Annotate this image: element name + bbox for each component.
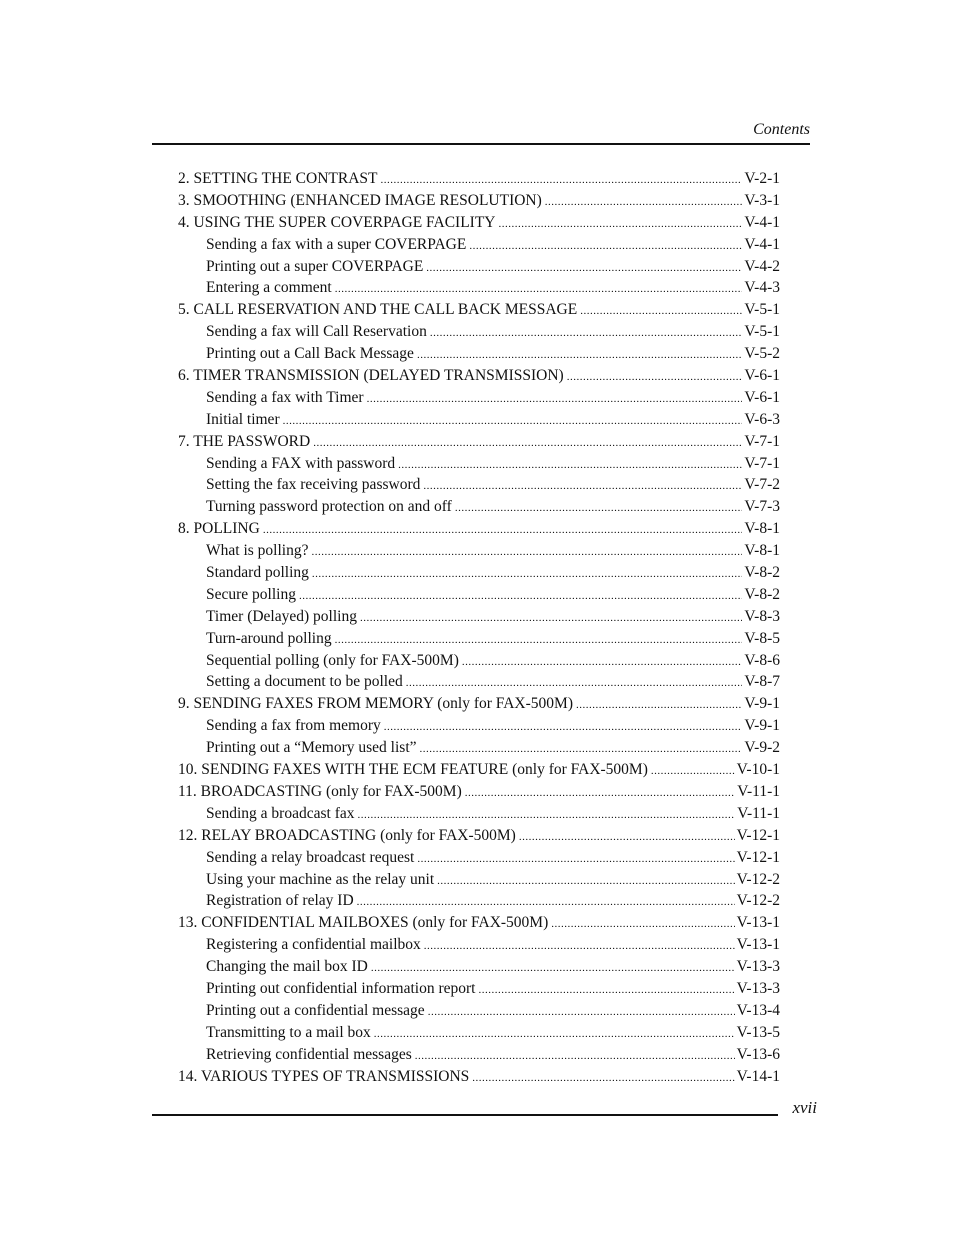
- toc-dot-leader: [371, 958, 735, 980]
- toc-entry-label: Registration of relay ID: [206, 892, 354, 910]
- toc-section-entry: [178, 431, 780, 453]
- toc-subsection-entry: [178, 715, 780, 737]
- toc-subsection-entry: [178, 409, 780, 431]
- toc-dot-leader: [311, 542, 742, 564]
- toc-entry-page: V-13-5: [736, 1023, 780, 1041]
- toc-entry-label: Setting the fax receiving password: [206, 476, 421, 494]
- toc-dot-leader: [580, 301, 742, 323]
- toc-entry-label: 2. SETTING THE CONTRAST: [178, 170, 378, 187]
- toc-dot-leader: [420, 739, 743, 761]
- toc-dot-leader: [499, 214, 743, 236]
- toc-entry-page: V-9-1: [744, 695, 780, 713]
- toc-entry-page: V-12-2: [736, 892, 780, 910]
- toc-dot-leader: [437, 871, 735, 893]
- toc-section-entry: [178, 168, 780, 190]
- toc-section-entry: [178, 693, 780, 715]
- toc-section-entry: [178, 759, 780, 781]
- toc-subsection-entry: [178, 496, 780, 518]
- toc-entry-page: V-4-3: [744, 279, 780, 297]
- toc-entry-page: V-4-1: [744, 213, 780, 231]
- toc-subsection-entry: [178, 321, 780, 343]
- toc-entry-page: V-8-7: [744, 673, 780, 691]
- toc-entry-label: Standard polling: [206, 564, 309, 582]
- toc-entry-page: V-13-3: [736, 958, 780, 976]
- toc-dot-leader: [417, 345, 742, 367]
- toc-entry-page: V-8-2: [744, 585, 780, 603]
- toc-entry-label: 3. SMOOTHING (ENHANCED IMAGE RESOLUTION): [178, 191, 542, 209]
- page-footer: [152, 1098, 817, 1118]
- toc-entry-label: 6. TIMER TRANSMISSION (DELAYED TRANSMISSION): [178, 367, 564, 385]
- toc-dot-leader: [313, 433, 742, 455]
- toc-entry-page: V-4-1: [744, 235, 780, 253]
- toc-subsection-entry: [178, 277, 780, 299]
- toc-entry-label: Printing out a “Memory used list”: [206, 739, 417, 757]
- toc-entry-label: 10. SENDING FAXES WITH THE ECM FEATURE (only for FAX-500M): [178, 761, 648, 779]
- toc-entry-page: V-7-2: [744, 476, 780, 494]
- toc-entry-label: Timer (Delayed) polling: [206, 607, 357, 625]
- toc-dot-leader: [312, 564, 742, 586]
- footer-rule: [152, 1114, 778, 1116]
- toc-subsection-entry: [178, 606, 780, 628]
- toc-entry-label: 14. VARIOUS TYPES OF TRANSMISSIONS: [178, 1067, 470, 1085]
- toc-entry-label: 13. CONFIDENTIAL MAILBOXES (only for FAX-500M): [178, 914, 549, 932]
- toc-subsection-entry: [178, 650, 780, 672]
- table-of-contents: [178, 168, 780, 1087]
- toc-entry-label: 11. BROADCASTING (only for FAX-500M): [178, 782, 462, 800]
- toc-subsection-entry: [178, 934, 780, 956]
- toc-dot-leader: [519, 827, 735, 849]
- toc-dot-leader: [263, 520, 743, 542]
- toc-dot-leader: [406, 673, 743, 695]
- toc-entry-label: Registering a confidential mailbox: [206, 936, 421, 954]
- toc-subsection-entry: [178, 978, 780, 1000]
- toc-subsection-entry: [178, 956, 780, 978]
- toc-dot-leader: [545, 192, 743, 214]
- toc-section-entry: [178, 781, 780, 803]
- toc-dot-leader: [430, 323, 743, 345]
- toc-entry-label: Sending a fax from memory: [206, 717, 381, 735]
- toc-entry-label: Sending a FAX with password: [206, 454, 396, 472]
- toc-entry-page: V-5-1: [744, 301, 780, 319]
- toc-section-entry: [178, 365, 780, 387]
- toc-entry-page: V-8-2: [744, 564, 780, 582]
- toc-entry-page: V-11-1: [737, 782, 780, 800]
- toc-entry-label: Printing out confidential information report: [206, 979, 476, 997]
- toc-dot-leader: [478, 980, 734, 1002]
- toc-entry-label: 4. USING THE SUPER COVERPAGE FACILITY: [178, 213, 496, 231]
- toc-subsection-entry: [178, 628, 780, 650]
- toc-entry-page: V-12-1: [736, 848, 780, 866]
- toc-entry-page: V-2-1: [744, 170, 780, 187]
- toc-entry-page: V-8-3: [744, 607, 780, 625]
- toc-entry-label: Changing the mail box ID: [206, 958, 368, 976]
- toc-dot-leader: [358, 805, 736, 827]
- toc-entry-page: V-4-2: [744, 257, 780, 275]
- toc-entry-page: V-8-5: [744, 629, 780, 647]
- toc-dot-leader: [335, 279, 743, 301]
- toc-subsection-entry: [178, 737, 780, 759]
- toc-entry-label: Turn-around polling: [206, 629, 332, 647]
- toc-dot-leader: [428, 1002, 735, 1024]
- toc-dot-leader: [472, 1068, 734, 1090]
- toc-entry-page: V-13-3: [736, 979, 780, 997]
- toc-entry-label: Retrieving confidential messages: [206, 1045, 412, 1063]
- page-number: xvii: [792, 1098, 817, 1117]
- toc-entry-page: V-11-1: [737, 804, 780, 822]
- toc-entry-label: Sequential polling (only for FAX-500M): [206, 651, 459, 669]
- toc-subsection-entry: [178, 671, 780, 693]
- toc-entry-page: V-9-2: [744, 739, 780, 757]
- running-header-title: Contents: [753, 121, 810, 138]
- toc-entry-label: Sending a fax with Timer: [206, 388, 364, 406]
- toc-entry-page: V-6-3: [744, 410, 780, 428]
- toc-dot-leader: [423, 476, 742, 498]
- toc-entry-page: V-13-6: [736, 1045, 780, 1063]
- toc-entry-page: V-12-2: [736, 870, 780, 888]
- toc-dot-leader: [426, 258, 742, 280]
- toc-entry-label: 5. CALL RESERVATION AND THE CALL BACK MESSAGE: [178, 301, 578, 319]
- toc-entry-label: Turning password protection on and off: [206, 498, 452, 516]
- toc-dot-leader: [469, 236, 742, 258]
- toc-entry-label: 8. POLLING: [178, 520, 260, 538]
- toc-subsection-entry: [178, 869, 780, 891]
- toc-dot-leader: [455, 498, 743, 520]
- page-header: [152, 119, 810, 145]
- toc-entry-label: Sending a fax will Call Reservation: [206, 323, 427, 341]
- toc-entry-page: V-3-1: [744, 191, 780, 209]
- toc-dot-leader: [374, 1024, 735, 1046]
- toc-subsection-entry: [178, 387, 780, 409]
- toc-entry-label: Printing out a super COVERPAGE: [206, 257, 424, 275]
- toc-dot-leader: [424, 936, 735, 958]
- toc-dot-leader: [367, 389, 743, 411]
- toc-entry-label: 7. THE PASSWORD: [178, 432, 311, 450]
- toc-entry-page: V-14-1: [736, 1067, 780, 1085]
- toc-entry-label: Sending a relay broadcast request: [206, 848, 415, 866]
- toc-entry-label: Transmitting to a mail box: [206, 1023, 371, 1041]
- toc-section-entry: [178, 825, 780, 847]
- toc-subsection-entry: [178, 453, 780, 475]
- toc-entry-page: V-9-1: [744, 717, 780, 735]
- toc-subsection-entry: [178, 1044, 780, 1066]
- toc-entry-label: Sending a fax with a super COVERPAGE: [206, 235, 467, 253]
- toc-entry-label: 9. SENDING FAXES FROM MEMORY (only for FAX-500M): [178, 695, 573, 713]
- toc-entry-page: V-7-3: [744, 498, 780, 516]
- toc-entry-label: Printing out a confidential message: [206, 1001, 425, 1019]
- toc-entry-page: V-6-1: [744, 388, 780, 406]
- toc-subsection-entry: [178, 803, 780, 825]
- toc-entry-page: V-7-1: [744, 432, 780, 450]
- toc-dot-leader: [299, 586, 742, 608]
- toc-subsection-entry: [178, 890, 780, 912]
- toc-entry-page: V-12-1: [736, 826, 780, 844]
- toc-subsection-entry: [178, 562, 780, 584]
- toc-entry-page: V-10-1: [736, 761, 780, 779]
- toc-dot-leader: [465, 783, 735, 805]
- toc-dot-leader: [384, 717, 743, 739]
- toc-section-entry: [178, 299, 780, 321]
- toc-entry-label: Using your machine as the relay unit: [206, 870, 435, 888]
- toc-entry-page: V-5-1: [744, 323, 780, 341]
- toc-entry-label: Secure polling: [206, 585, 296, 603]
- toc-subsection-entry: [178, 1000, 780, 1022]
- toc-entry-label: Sending a broadcast fax: [206, 804, 355, 822]
- toc-dot-leader: [462, 652, 743, 674]
- toc-entry-label: Entering a comment: [206, 279, 332, 297]
- toc-dot-leader: [651, 761, 735, 783]
- toc-dot-leader: [398, 455, 742, 477]
- toc-subsection-entry: [178, 256, 780, 278]
- toc-entry-page: V-5-2: [744, 345, 780, 363]
- toc-entry-label: Setting a document to be polled: [206, 673, 403, 691]
- toc-dot-leader: [576, 695, 742, 717]
- toc-entry-label: Printing out a Call Back Message: [206, 345, 414, 363]
- toc-subsection-entry: [178, 584, 780, 606]
- toc-entry-page: V-7-1: [744, 454, 780, 472]
- toc-dot-leader: [381, 170, 743, 192]
- toc-entry-page: V-13-1: [736, 914, 780, 932]
- toc-section-entry: [178, 912, 780, 934]
- toc-dot-leader: [360, 608, 742, 630]
- toc-entry-label: What is polling?: [206, 542, 309, 560]
- toc-entry-label: 12. RELAY BROADCASTING (only for FAX-500M): [178, 826, 516, 844]
- toc-entry-label: Initial timer: [206, 410, 280, 428]
- toc-section-entry: [178, 518, 780, 540]
- toc-dot-leader: [567, 367, 743, 389]
- toc-entry-page: V-8-6: [744, 651, 780, 669]
- toc-dot-leader: [335, 630, 743, 652]
- toc-dot-leader: [357, 892, 735, 914]
- toc-section-entry: [178, 212, 780, 234]
- toc-dot-leader: [417, 849, 734, 871]
- toc-subsection-entry: [178, 847, 780, 869]
- toc-entry-page: V-13-4: [736, 1001, 780, 1019]
- toc-dot-leader: [551, 914, 734, 936]
- toc-section-entry: [178, 190, 780, 212]
- toc-subsection-entry: [178, 234, 780, 256]
- toc-dot-leader: [283, 411, 743, 433]
- toc-entry-page: V-13-1: [736, 936, 780, 954]
- toc-entry-page: V-6-1: [744, 367, 780, 385]
- toc-subsection-entry: [178, 343, 780, 365]
- toc-entry-page: V-8-1: [744, 542, 780, 560]
- toc-subsection-entry: [178, 474, 780, 496]
- toc-section-entry: [178, 1066, 780, 1088]
- toc-dot-leader: [415, 1046, 735, 1068]
- toc-entry-page: V-8-1: [744, 520, 780, 538]
- toc-subsection-entry: [178, 540, 780, 562]
- toc-subsection-entry: [178, 1022, 780, 1044]
